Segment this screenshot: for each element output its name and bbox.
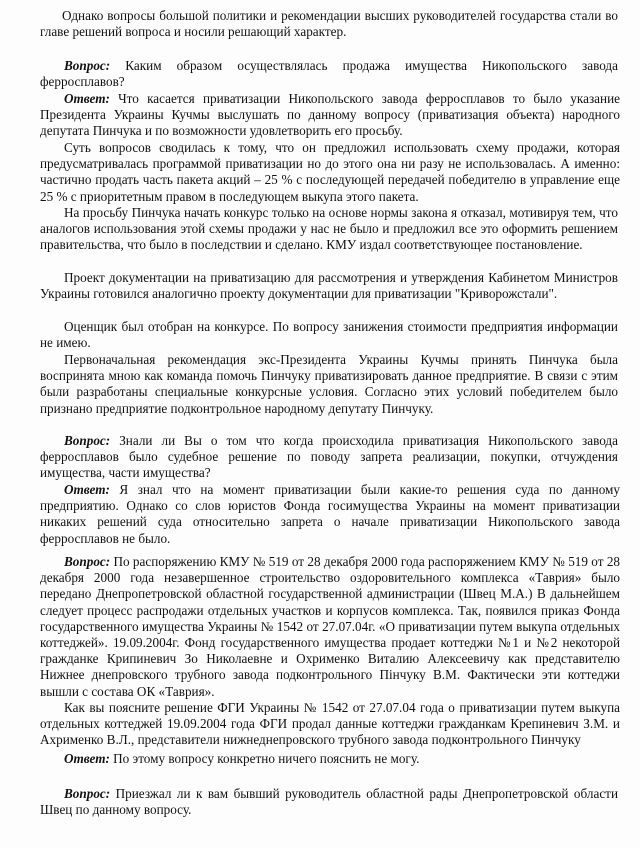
paragraph-intro-text: Однако вопросы большой политики и рекомендации высших руководителей государства стали во главе решений вопроса и носили решающий характер. bbox=[40, 8, 618, 40]
answer-1 bbox=[40, 91, 620, 140]
answer-label: Ответ: bbox=[64, 482, 110, 497]
answer-1-text: Что касается приватизации Никопольского завода ферросплавов то было указание Президента Украины Кучмы выслушать по данному вопросу (приватизация объекта) народного депутата Пинчука и по возможности удовлетворить его просьбу. bbox=[40, 91, 620, 139]
answer-2-text: Я знал что на момент приватизации были какие-то решения суда по данному предприятию. Однако со слов юристов Фонда госимущества Украины на момент приватизации никаких решений суда относительно запрета о начале приватизации Никопольского завода ферросплавов не было. bbox=[40, 482, 620, 546]
question-3-text: По распоряжению КМУ № 519 от 28 декабря 2000 года распоряжением КМУ № 519 от 28 декабря 2000 года незавершенное строительство оздоровительного комплекса «Таврия» было передано Днепропетровской областной государственной администрации (Швец М.А.) В дальнейшем следует процесс распродажи отдельных участков и корпусов комплекса. Так, появился приказ Фонда государственного имущества Украины № 1542 от 27.07.04г. «О приватизации путем выкупа отдельных коттеджей». 19.09.2004г. Фонд государственного имущества продает коттеджи №1 и №2 некоторой гражданке Крипиневич Зо Николаевне и Охрименко Виталию Алексеевичу как представителю Нижнее днепровского трубного завода подконтрольного Пінчуку В.М. Фактически эти коттеджи вышли с состава ОК «Таврия». bbox=[40, 554, 621, 699]
paragraph-request-text: На просьбу Пинчука начать конкурс только на основе нормы закона я отказал, мотивируя тем, что аналогов использования этой схемы продажи у нас не было и предложил все это оформить решением правительства, что было в последствии и сделано. КМУ издал соответствующее постановление. bbox=[40, 205, 618, 253]
answer-3-text: По этому вопросу конкретно ничего пояснить не могу. bbox=[113, 751, 420, 766]
paragraph-appraiser bbox=[40, 319, 618, 351]
paragraph-recommendation bbox=[40, 352, 618, 417]
question-3-followup bbox=[40, 700, 620, 749]
answer-label: Ответ: bbox=[64, 91, 110, 106]
paragraph-appraiser-text: Оценщик был отобран на конкурсе. По вопросу занижения стоимости предприятия информации не имею. bbox=[40, 319, 618, 351]
paragraph-scheme bbox=[40, 140, 620, 205]
question-1 bbox=[40, 58, 618, 90]
question-label: Вопрос: bbox=[64, 554, 111, 569]
question-3-followup-text: Как вы поясните решение ФГИ Украины № 1542 от 27.07.04 года о приватизации путем выкупа отдельных коттеджей 19.09.2004 года ФГИ продал данные коттеджи гражданкам Крепиневич З.М. и Ахрименко В.Л., представители нижнеднепровского трубного завода подконтрольного Пинчуку bbox=[40, 700, 620, 748]
question-3 bbox=[40, 554, 620, 700]
paragraph-request bbox=[40, 205, 618, 254]
paragraph-scheme-text: Суть вопросов сводилась к тому, что он предложил использовать схему продажи, которая предусматривалась программой приватизации но до этого она ни разу не использовалась. А именно: частично продать часть пакета акций – 25 % с последующей передачей победителю в управление еще 25 % с приоритетным правом в последующем выкупа этого пакета. bbox=[40, 140, 620, 204]
question-2-text: Знали ли Вы о том что когда происходила приватизация Никопольского завода ферросплавов было судебное решение по поводу запрета реализации, покупки, отчуждения имущества, части имущества? bbox=[40, 433, 618, 481]
question-4 bbox=[40, 786, 618, 818]
paragraph-intro bbox=[40, 8, 618, 40]
paragraph-recommendation-text: Первоначальная рекомендация экс-Президента Украины Кучмы принять Пинчука была воспринята мною как команда помочь Пинчуку приватизировать данное предприятие. В связи с этим были разработаны специальные конкурсные условия. Согласно этих условий победителем было признано предприятие подконтрольное народному депутату Пинчуку. bbox=[40, 352, 618, 416]
paragraph-project bbox=[40, 270, 618, 302]
question-4-text: Приезжал ли к вам бывший руководитель областной рады Днепропетровской области Швец по данному вопросу. bbox=[40, 786, 618, 818]
question-2 bbox=[40, 433, 618, 482]
answer-3 bbox=[40, 751, 618, 767]
question-label: Вопрос: bbox=[64, 58, 111, 73]
paragraph-project-text: Проект документации на приватизацию для рассмотрения и утверждения Кабинетом Министров Украины готовился аналогично проекту документации для приватизации "Криворожстали". bbox=[40, 270, 618, 302]
answer-2 bbox=[40, 482, 620, 547]
answer-label: Ответ: bbox=[64, 751, 110, 766]
question-1-text: Каким образом осуществлялась продажа имущества Никопольского завода ферросплавов? bbox=[40, 58, 618, 90]
question-label: Вопрос: bbox=[64, 433, 111, 448]
question-label: Вопрос: bbox=[64, 786, 111, 801]
